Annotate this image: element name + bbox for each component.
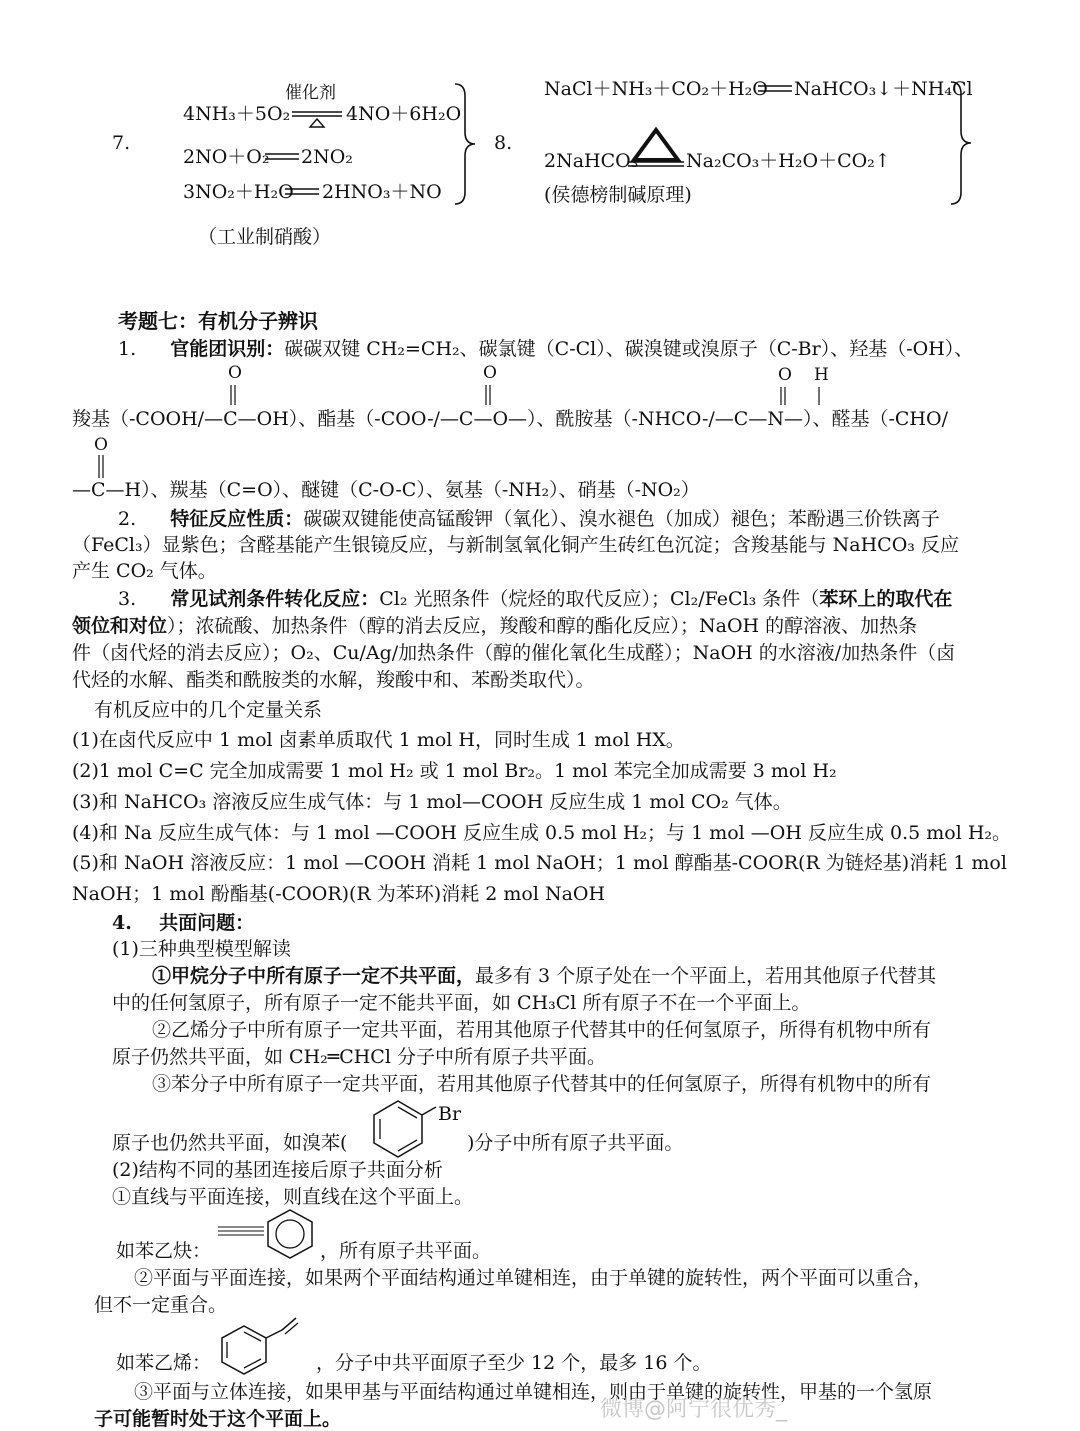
point-2-label: 特征反应性质： [170, 508, 304, 530]
point-4-sub-1: (1)三种典型模型解读 [112, 938, 291, 960]
styrene-structure [216, 1314, 300, 1378]
eq8-reaction-2-left: 2NaHCO₃ [544, 150, 639, 172]
point-3-bold-1: 苯环上的取代在 [819, 588, 953, 610]
model-3-line-1: ③苯分子中所有原子一定共平面，若用其他原子代替其中的任何氢原子，所得有机物中的所有 [152, 1073, 932, 1095]
eq7-reaction-1-left: 4NH₃＋5O₂ [183, 103, 291, 125]
point-1-row-2 [72, 409, 948, 431]
eq8-reaction-1-right: NaHCO₃↓＋NH₄Cl [794, 78, 973, 100]
point-2-line-3: 产生 CO₂ 气体。 [72, 560, 217, 582]
model-1-text: 最多有 3 个原子处在一个平面上，若用其他原子代替其 [475, 965, 937, 987]
point-4-heading [112, 913, 254, 935]
case-1-example-b: ，所有原子共平面。 [320, 1240, 492, 1262]
eq8-reaction-2-right: Na₂CO₃＋H₂O＋CO₂↑ [686, 150, 891, 172]
point-2-line-2: （FeCl₃）显紫色；含醛基能产生银镜反应，与新制氢氧化铜产生砖红色沉淀；含羧基能与 NaHCO₃ 反应 [72, 534, 959, 556]
eq7-reaction-1-right: 4NO＋6H₂O [346, 103, 462, 125]
carboxyl-structure: —C—OH [204, 408, 289, 430]
case-3-line-1: ③平面与立体连接，如果甲基与平面结构通过单键相连，则由于单键的旋转性，甲基的一个氢原 [134, 1381, 933, 1403]
eq8-caption: (侯德榜制碱原理) [544, 184, 692, 206]
point-2-text-1: 碳碳双键能使高锰酸钾（氧化）、溴水褪色（加成）褪色；苯酚遇三价铁离子 [303, 508, 940, 530]
eq7-reaction-3-right: 2HNO₃＋NO [322, 181, 442, 203]
aldehyde-o-mark: O [94, 435, 108, 455]
case-3-line-2: 子可能暂时处于这个平面上。 [94, 1408, 342, 1430]
model-1-line-1 [152, 966, 936, 988]
case-2-line-2: 但不一定重合。 [94, 1294, 228, 1316]
point-4-label: 共面问题： [159, 912, 255, 934]
ester-structure: —C—O— [439, 408, 528, 430]
point-4-sub-2: (2)结构不同的基团连接后原子共面分析 [112, 1159, 443, 1181]
quant-item-3: (3)和 NaHCO₃ 溶液反应生成气体：与 1 mol—COOH 反应生成 1 mol CO₂ 气体。 [72, 791, 792, 813]
amide-o-mark: O [778, 365, 792, 385]
point-3-label: 常见试剂条件转化反应： [170, 588, 380, 610]
point-3-number: 3. [118, 588, 137, 610]
ester-o-mark: O [483, 363, 497, 383]
case-2-line-1: ②平面与平面连接，如果两个平面结构通过单键相连，由于单键的旋转性，两个平面可以重合， [134, 1267, 933, 1289]
eq7-number: 7. [112, 132, 131, 154]
amide-h-mark: H [814, 365, 829, 385]
quant-item-5-line-2: NaOH；1 mol 酚酯基(-COOR)(R 为苯环)消耗 2 mol NaOH [72, 883, 606, 905]
ester-text: ）、酯基（-COO-/ [288, 408, 440, 430]
carboxyl-text: 羧基（-COOH/ [72, 408, 205, 430]
point-4-number: 4. [112, 912, 132, 934]
bromobenzene-structure [368, 1097, 440, 1161]
quant-item-5-line-1: (5)和 NaOH 溶液反应：1 mol —COOH 消耗 1 mol NaOH；1 mol 醇酯基-COOR(R 为链烃基)消耗 1 mol [72, 852, 1007, 874]
phenylacetylene-structure [216, 1206, 320, 1268]
point-3-text-2: ）；浓硫酸、加热条件（醇的消去反应，羧酸和醇的酯化反应）；NaOH 的醇溶液、加热条 [167, 615, 918, 637]
point-3-line-4: 代烃的水解、酯类和酰胺类的水解，羧酸中和、苯酚类取代）。 [72, 669, 595, 691]
point-1-number: 1. [118, 338, 137, 360]
model-1-bold: ①甲烷分子中所有原子一定不共平面， [152, 965, 476, 987]
model-3-line-2a: 原子也仍然共平面，如溴苯( [112, 1132, 348, 1154]
point-3-text-1: Cl₂ 光照条件（烷烃的取代反应）；Cl₂/FeCl₃ 条件（ [379, 588, 820, 610]
point-3-line-2 [72, 616, 1012, 638]
eq7-reaction-2-right: 2NO₂ [301, 146, 353, 168]
aldehyde-structure: —C—H [72, 479, 142, 501]
eq7-catalyst-label: 催化剂 [285, 83, 336, 103]
eq8-number: 8. [494, 132, 513, 154]
quant-item-2: (2)1 mol C=C 完全加成需要 1 mol H₂ 或 1 mol Br₂。1 mol 苯完全加成需要 3 mol H₂ [72, 760, 837, 782]
aldehyde-text: ）、醛基（-CHO/ [802, 408, 948, 430]
case-2-example-a: 如苯乙烯： [116, 1352, 212, 1374]
model-2-line-1: ②乙烯分子中所有原子一定共平面，若用其他原子代替其中的任何氢原子，所得有机物中所有 [152, 1019, 932, 1041]
model-3-line-2b: )分子中所有原子共平面。 [467, 1132, 684, 1154]
case-1-example-a: 如苯乙炔： [116, 1240, 212, 1262]
quant-item-4: (4)和 Na 反应生成气体：与 1 mol —COOH 反应生成 0.5 mol H₂；与 1 mol —OH 反应生成 0.5 mol H₂。 [72, 822, 1012, 844]
point-2-line-1 [118, 509, 940, 531]
eq7-reaction-3-left: 3NO₂＋H₂O [183, 181, 294, 203]
weibo-watermark: 微博@阿宁很优秀_ [600, 1397, 788, 1422]
point-3-line-3: 件（卤代烃的消去反应）；O₂、Cu/Ag/加热条件（醇的催化氧化生成醛）；NaOH 的水溶液/加热条件（卤 [72, 642, 956, 664]
eq7-reaction-2-left: 2NO＋O₂ [183, 146, 270, 168]
section-title: 考题七：有机分子辨识 [118, 309, 318, 333]
point-3-line-1 [118, 589, 952, 611]
bromobenzene-br-label: Br [438, 1103, 462, 1125]
carboxyl-o-mark: O [228, 363, 242, 383]
point-1-text: 碳碳双键 CH₂=CH₂、碳氯键（C-Cl）、碳溴键或溴原子（C-Br）、羟基（-OH）、 [284, 338, 974, 360]
model-1-line-2: 中的任何氢原子，所有原子一定不能共平面，如 CH₃Cl 所有原子不在一个平面上。 [112, 992, 811, 1014]
amide-structure: —C—N— [714, 408, 803, 430]
point-1-row-3 [72, 480, 700, 502]
case-1: ①直线与平面连接，则直线在这个平面上。 [112, 1186, 474, 1208]
eq7-caption: （工业制硝酸） [198, 226, 332, 248]
model-2-line-2: 原子仍然共平面，如 CH₂═CHCl 分子中所有原子共平面。 [112, 1046, 606, 1068]
point-3-bold-2: 领位和对位 [72, 615, 168, 637]
point-1-label: 官能团识别： [170, 338, 285, 360]
point-1-row-3-text: ）、羰基（C=O）、醚键（C-O-C）、氨基（-NH₂）、硝基（-NO₂） [141, 479, 700, 501]
amide-text: ）、酰胺基（-NHCO-/ [527, 408, 715, 430]
quant-item-1: (1)在卤代反应中 1 mol 卤素单质取代 1 mol H，同时生成 1 mol HX。 [72, 729, 685, 751]
quant-title: 有机反应中的几个定量关系 [94, 699, 323, 721]
case-2-example-b: ，分子中共平面原子至少 12 个，最多 16 个。 [316, 1352, 712, 1374]
point-2-number: 2. [118, 508, 137, 530]
eq8-reaction-1-left: NaCl＋NH₃＋CO₂＋H₂O [544, 78, 768, 100]
